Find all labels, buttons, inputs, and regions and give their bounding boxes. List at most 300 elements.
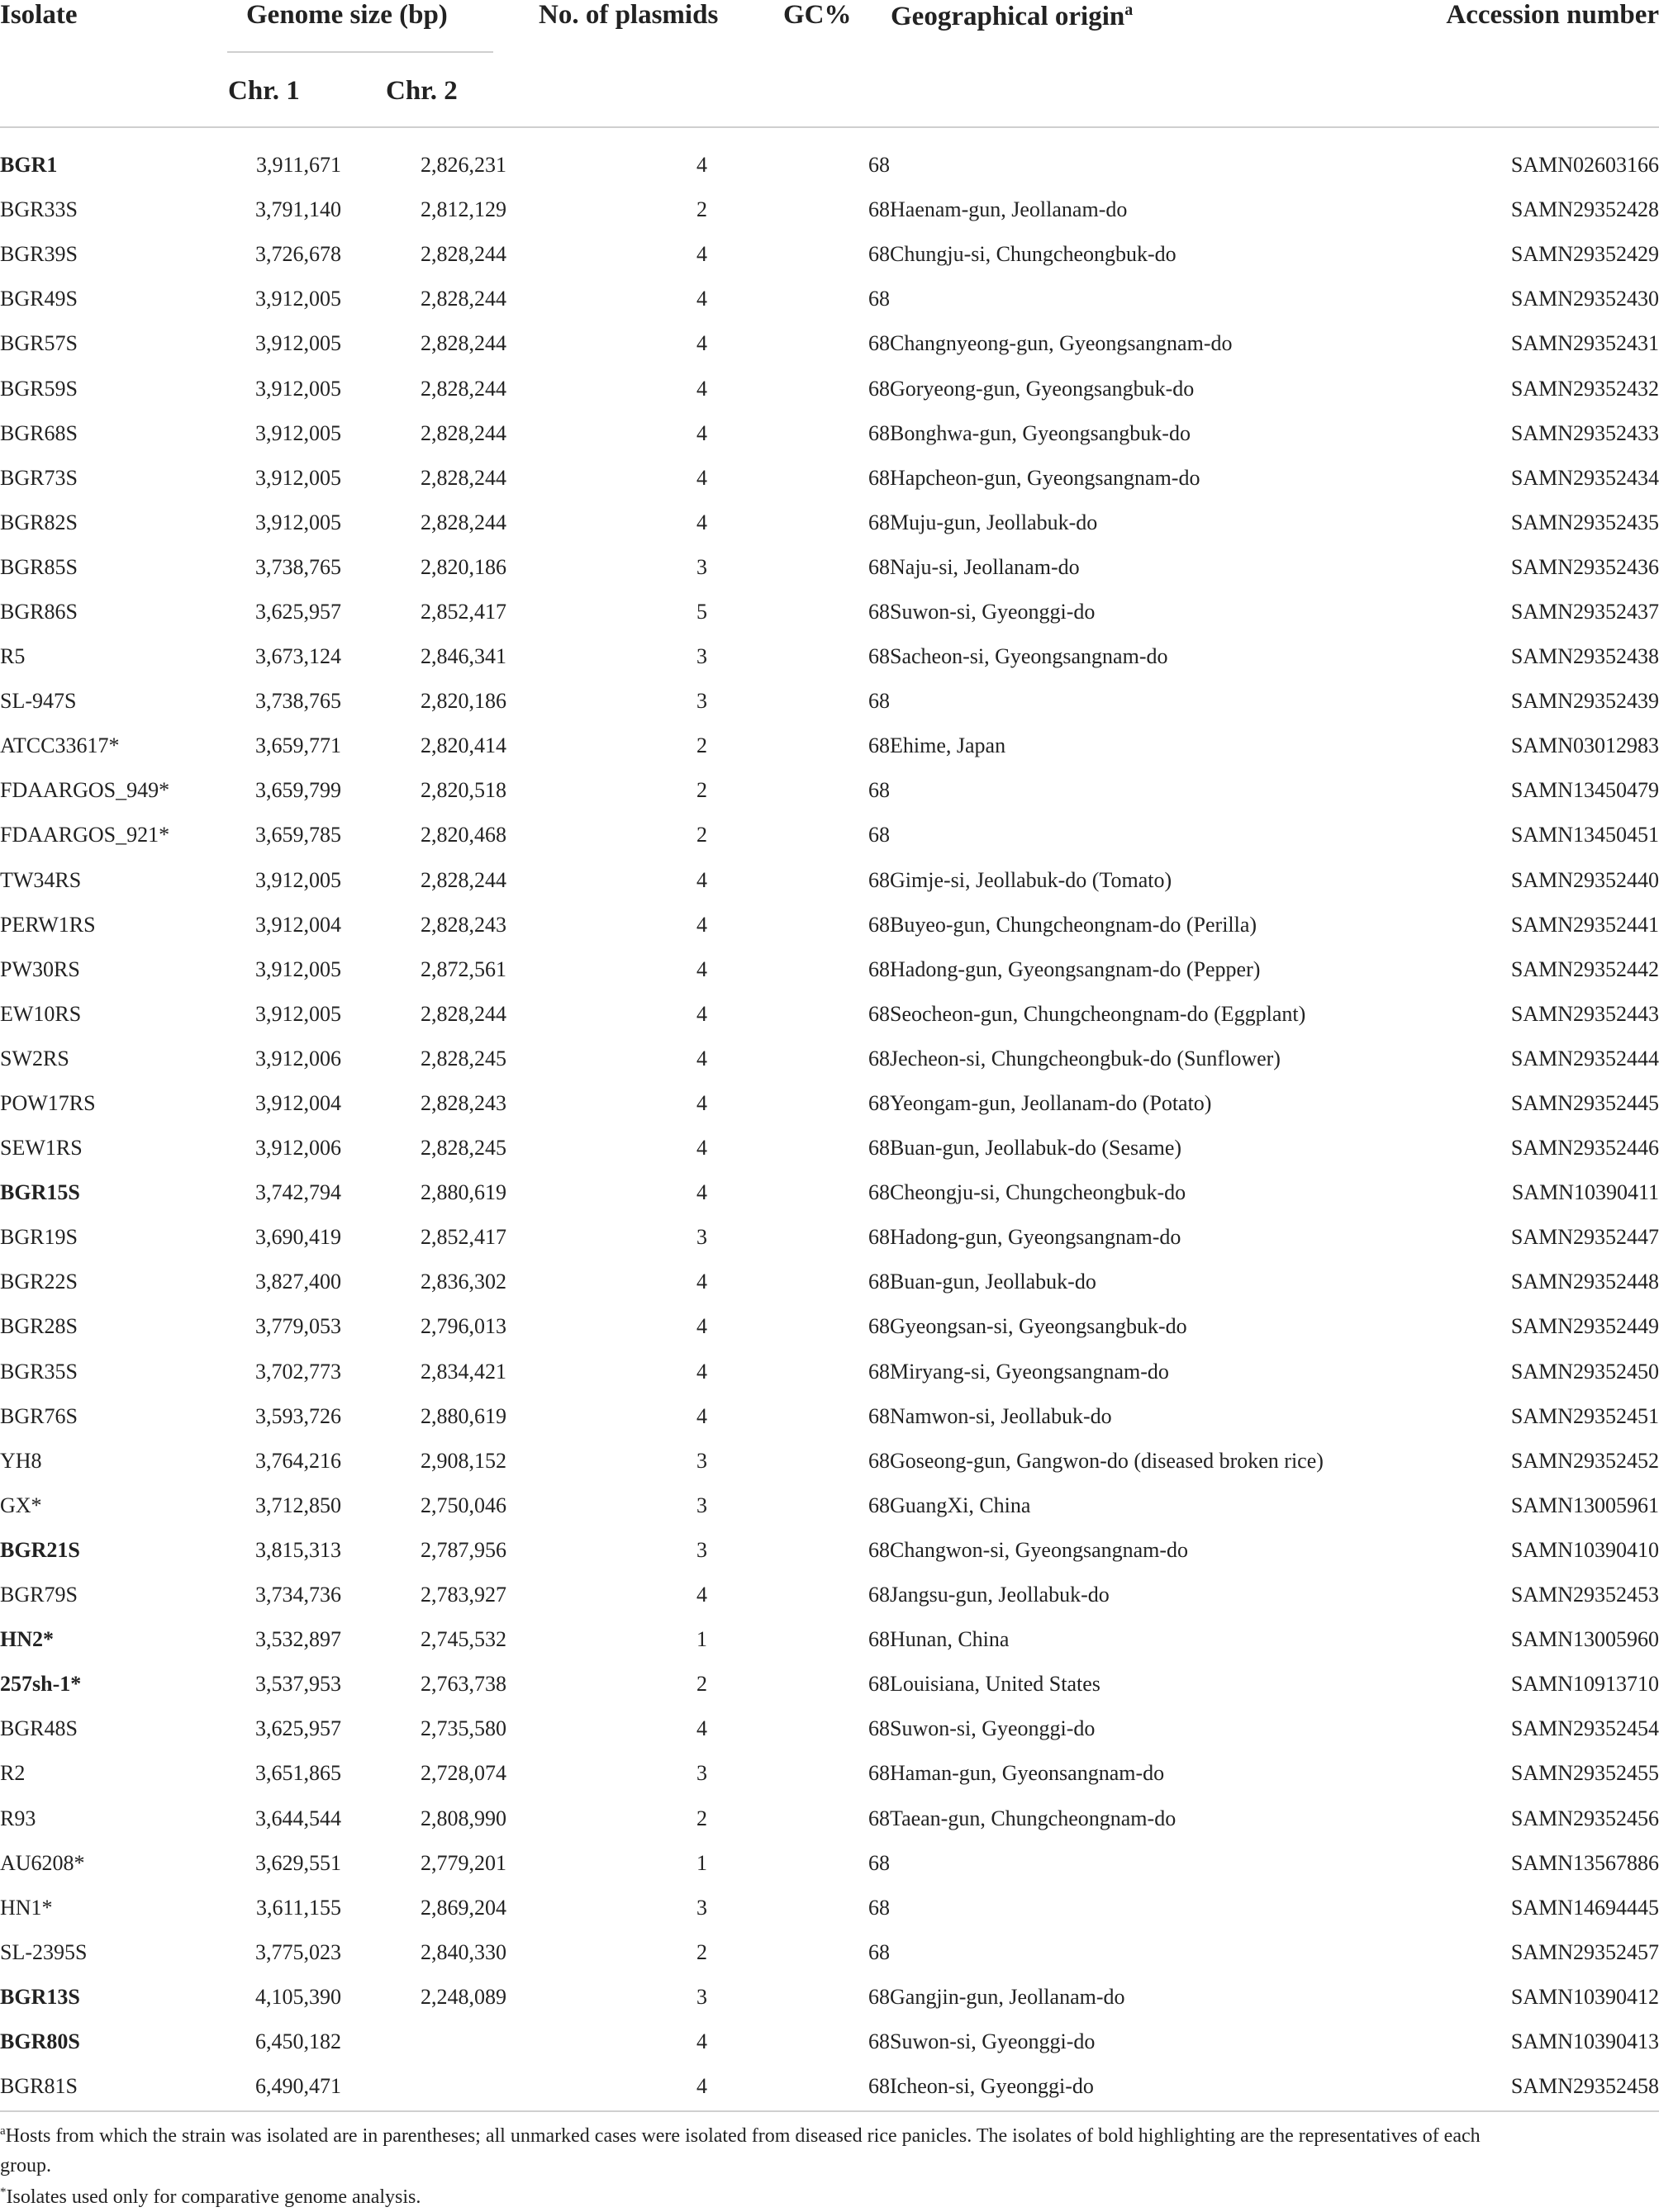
cell-origin: Goryeong-gun, Gyeongsangbuk-do — [890, 376, 1195, 401]
cell-origin: Seocheon-gun, Chungcheongnam-do (Eggplant) — [890, 1001, 1306, 1026]
cell-chr2: 2,787,956 — [421, 1537, 506, 1562]
cell-gc: 68 — [868, 1806, 890, 1830]
cell-isolate: BGR49S — [0, 287, 78, 311]
cell-plasmids: 2 — [696, 197, 707, 222]
cell-isolate: R5 — [0, 644, 26, 669]
cell-origin: Hadong-gun, Gyeongsangnam-do (Pepper) — [890, 956, 1261, 981]
cell-gc: 68 — [868, 1001, 890, 1026]
cell-chr1: 3,912,005 — [255, 376, 341, 401]
cell-gc: 68 — [868, 242, 890, 267]
cell-isolate: BGR13S — [0, 1984, 80, 2009]
cell-gc: 68 — [868, 287, 890, 311]
cell-gc: 68 — [868, 1046, 890, 1070]
table-row — [0, 1662, 1659, 1706]
cell-plasmids: 3 — [696, 1537, 707, 1562]
cell-isolate: BGR73S — [0, 465, 78, 490]
cell-plasmids: 2 — [696, 1672, 707, 1697]
table-row — [0, 992, 1659, 1037]
cell-origin: GuangXi, China — [890, 1493, 1031, 1517]
cell-isolate: TW34RS — [0, 867, 82, 892]
cell-accession: SAMN29352432 — [1510, 376, 1659, 401]
cell-gc: 68 — [868, 465, 890, 490]
cell-gc: 68 — [868, 420, 890, 445]
cell-chr2: 2,869,204 — [421, 1895, 506, 1920]
header-gc: GC% — [783, 0, 852, 30]
cell-chr1: 3,734,736 — [255, 1583, 341, 1607]
cell-plasmids: 4 — [696, 465, 707, 490]
cell-plasmids: 2 — [696, 733, 707, 758]
cell-chr1: 3,726,678 — [255, 242, 341, 267]
cell-plasmids: 4 — [696, 1583, 707, 1607]
cell-accession: SAMN29352449 — [1510, 1314, 1659, 1339]
cell-chr1: 3,537,953 — [255, 1672, 341, 1697]
table-row — [0, 1260, 1659, 1304]
cell-accession: SAMN29352434 — [1510, 465, 1659, 490]
cell-isolate: BGR19S — [0, 1225, 78, 1250]
cell-accession: SAMN29352441 — [1510, 912, 1659, 937]
cell-plasmids: 4 — [696, 331, 707, 356]
cell-origin: Ehime, Japan — [890, 733, 1006, 758]
cell-chr1: 3,912,005 — [255, 510, 341, 534]
cell-accession: SAMN29352430 — [1510, 287, 1659, 311]
cell-origin: Miryang-si, Gyeongsangnam-do — [890, 1359, 1169, 1384]
cell-accession: SAMN29352442 — [1510, 956, 1659, 981]
cell-chr2: 2,828,244 — [421, 331, 506, 356]
cell-origin: Suwon-si, Gyeonggi-do — [890, 1716, 1096, 1741]
cell-origin — [890, 768, 1449, 813]
cell-chr2 — [341, 2064, 506, 2109]
cell-chr1: 3,912,006 — [255, 1046, 341, 1070]
cell-isolate: PERW1RS — [0, 912, 96, 937]
cell-gc: 68 — [868, 1270, 890, 1294]
cell-accession: SAMN29352440 — [1510, 867, 1659, 892]
cell-plasmids: 1 — [696, 1627, 707, 1652]
table-row — [0, 679, 1659, 724]
cell-accession: SAMN29352437 — [1510, 599, 1659, 624]
cell-chr2: 2,820,518 — [421, 778, 506, 803]
cell-accession: SAMN29352436 — [1510, 554, 1659, 579]
cell-accession: SAMN29352445 — [1510, 1091, 1659, 1116]
cell-chr2: 2,872,561 — [421, 956, 506, 981]
cell-gc: 68 — [868, 2074, 890, 2099]
cell-isolate: PW30RS — [0, 956, 80, 981]
cell-plasmids: 3 — [696, 1895, 707, 1920]
table-row — [0, 1350, 1659, 1394]
cell-isolate: R2 — [0, 1761, 26, 1786]
header-chr2: Chr. 2 — [386, 76, 458, 106]
cell-gc: 68 — [868, 1716, 890, 1741]
table-row — [0, 1930, 1659, 1975]
cell-plasmids: 2 — [696, 1939, 707, 1964]
cell-isolate: BGR57S — [0, 331, 78, 356]
cell-accession: SAMN29352428 — [1510, 197, 1659, 222]
cell-origin — [890, 679, 1449, 724]
cell-chr1: 3,764,216 — [255, 1448, 341, 1473]
table-row — [0, 768, 1659, 813]
cell-isolate: BGR82S — [0, 510, 78, 534]
cell-accession: SAMN10390413 — [1510, 2029, 1659, 2053]
cell-plasmids: 3 — [696, 554, 707, 579]
cell-isolate: BGR15S — [0, 1180, 80, 1205]
table-row — [0, 947, 1659, 992]
table-row — [0, 1081, 1659, 1126]
cell-plasmids: 4 — [696, 1270, 707, 1294]
cell-origin: Namwon-si, Jeollabuk-do — [890, 1403, 1112, 1428]
cell-isolate: HN2* — [0, 1627, 54, 1652]
cell-origin: Hadong-gun, Gyeongsangnam-do — [890, 1225, 1181, 1250]
table-row — [0, 366, 1659, 411]
cell-plasmids: 4 — [696, 1001, 707, 1026]
cell-chr2: 2,763,738 — [421, 1672, 506, 1697]
cell-origin — [890, 277, 1449, 321]
cell-isolate: BGR22S — [0, 1270, 78, 1294]
cell-gc: 68 — [868, 1537, 890, 1562]
header-geo-label: Geographical origin — [891, 2, 1125, 31]
cell-gc: 68 — [868, 733, 890, 758]
table-row — [0, 724, 1659, 768]
table-row — [0, 1751, 1659, 1796]
cell-isolate: R93 — [0, 1806, 36, 1830]
cell-plasmids: 4 — [696, 2029, 707, 2053]
cell-chr2: 2,880,619 — [421, 1403, 506, 1428]
cell-plasmids: 4 — [696, 287, 707, 311]
cell-gc: 68 — [868, 644, 890, 669]
cell-accession: SAMN29352455 — [1510, 1761, 1659, 1786]
cell-chr1: 3,625,957 — [255, 599, 341, 624]
cell-chr1: 3,827,400 — [255, 1270, 341, 1294]
cell-chr1: 3,912,005 — [255, 867, 341, 892]
header-isolate: Isolate — [0, 0, 78, 30]
cell-accession: SAMN29352443 — [1510, 1001, 1659, 1026]
cell-isolate: BGR85S — [0, 554, 78, 579]
cell-gc: 68 — [868, 2029, 890, 2053]
cell-plasmids: 4 — [696, 1716, 707, 1741]
cell-chr2: 2,745,532 — [421, 1627, 506, 1652]
table-row — [0, 277, 1659, 321]
cell-isolate: BGR21S — [0, 1537, 80, 1562]
cell-chr1: 3,779,053 — [255, 1314, 341, 1339]
table-bottom-rule — [0, 2110, 1659, 2112]
cell-accession: SAMN02603166 — [1510, 153, 1659, 178]
table-row — [0, 1841, 1659, 1886]
footnote-a-text-line1: Hosts from which the strain was isolated are in parentheses; all unmarked cases were isolated from diseased rice panicles. The isolates of bold highlighting are the representatives of each — [5, 2125, 1481, 2147]
cell-origin: Changwon-si, Gyeongsangnam-do — [890, 1537, 1189, 1562]
cell-accession: SAMN29352429 — [1510, 242, 1659, 267]
table-row — [0, 1528, 1659, 1573]
table-row — [0, 1706, 1659, 1751]
cell-gc: 68 — [868, 1136, 890, 1161]
cell-accession: SAMN29352439 — [1510, 689, 1659, 714]
cell-chr1: 3,738,765 — [255, 554, 341, 579]
cell-chr2: 2,834,421 — [421, 1359, 506, 1384]
table-row — [0, 590, 1659, 634]
cell-isolate: BGR80S — [0, 2029, 80, 2053]
cell-chr2: 2,852,417 — [421, 599, 506, 624]
cell-chr1: 3,625,957 — [255, 1716, 341, 1741]
cell-plasmids: 4 — [696, 510, 707, 534]
cell-isolate: FDAARGOS_921* — [0, 823, 170, 847]
cell-accession: SAMN13450451 — [1510, 823, 1659, 847]
cell-plasmids: 4 — [696, 420, 707, 445]
cell-plasmids: 4 — [696, 153, 707, 178]
cell-plasmids: 4 — [696, 1091, 707, 1116]
cell-plasmids: 4 — [696, 867, 707, 892]
table-row — [0, 1439, 1659, 1483]
cell-chr2: 2,908,152 — [421, 1448, 506, 1473]
cell-gc: 68 — [868, 554, 890, 579]
footnote-a-text-line2: group. — [0, 2155, 51, 2176]
cell-gc: 68 — [868, 956, 890, 981]
cell-chr1: 3,593,726 — [255, 1403, 341, 1428]
cell-accession: SAMN29352452 — [1510, 1448, 1659, 1473]
cell-gc: 68 — [868, 1225, 890, 1250]
cell-accession: SAMN29352456 — [1510, 1806, 1659, 1830]
table-row — [0, 1483, 1659, 1528]
cell-plasmids: 4 — [696, 956, 707, 981]
cell-origin: Muju-gun, Jeollabuk-do — [890, 510, 1098, 534]
cell-gc: 68 — [868, 912, 890, 937]
table-row — [0, 187, 1659, 232]
cell-gc: 68 — [868, 1895, 890, 1920]
cell-accession: SAMN29352451 — [1510, 1403, 1659, 1428]
cell-accession: SAMN29352450 — [1510, 1359, 1659, 1384]
cell-origin: Jangsu-gun, Jeollabuk-do — [890, 1583, 1110, 1607]
cell-chr2: 2,828,244 — [421, 465, 506, 490]
cell-chr1: 6,450,182 — [255, 2029, 341, 2053]
table-row — [0, 1796, 1659, 1840]
cell-origin: Hunan, China — [890, 1627, 1010, 1652]
cell-accession: SAMN29352438 — [1510, 644, 1659, 669]
cell-chr1: 3,611,155 — [255, 1895, 341, 1920]
cell-origin — [890, 813, 1449, 857]
cell-gc: 68 — [868, 197, 890, 222]
header-plasmids: No. of plasmids — [539, 0, 719, 30]
cell-chr1: 3,659,799 — [255, 778, 341, 803]
table-row — [0, 813, 1659, 857]
cell-accession: SAMN10913710 — [1510, 1672, 1659, 1697]
cell-chr2: 2,828,244 — [421, 867, 506, 892]
cell-chr1: 3,532,897 — [255, 1627, 341, 1652]
cell-gc: 68 — [868, 331, 890, 356]
table-row — [0, 545, 1659, 590]
header-geographical-origin — [891, 2, 1133, 31]
cell-plasmids: 4 — [696, 912, 707, 937]
cell-origin: Buyeo-gun, Chungcheongnam-do (Perilla) — [890, 912, 1257, 937]
cell-chr2: 2,828,244 — [421, 242, 506, 267]
cell-isolate: BGR33S — [0, 197, 78, 222]
cell-isolate: POW17RS — [0, 1091, 96, 1116]
cell-chr1: 3,644,544 — [255, 1806, 341, 1830]
cell-isolate: 257sh-1* — [0, 1672, 82, 1697]
cell-chr1: 3,912,004 — [255, 912, 341, 937]
cell-isolate: BGR1 — [0, 153, 58, 178]
cell-origin — [890, 143, 1449, 187]
cell-accession: SAMN10390412 — [1510, 1984, 1659, 2009]
cell-isolate: BGR48S — [0, 1716, 78, 1741]
table-row — [0, 411, 1659, 456]
cell-chr2: 2,820,186 — [421, 554, 506, 579]
cell-plasmids: 3 — [696, 1493, 707, 1517]
header-bottom-rule — [0, 126, 1659, 128]
cell-origin: Suwon-si, Gyeonggi-do — [890, 2029, 1096, 2053]
cell-plasmids: 3 — [696, 1448, 707, 1473]
cell-isolate: GX* — [0, 1493, 42, 1517]
cell-chr1: 3,912,004 — [255, 1091, 341, 1116]
table-row — [0, 1394, 1659, 1439]
cell-plasmids: 4 — [696, 1359, 707, 1384]
footnote-a — [0, 2116, 1659, 2181]
cell-chr1: 3,629,551 — [255, 1850, 341, 1875]
cell-gc: 68 — [868, 1091, 890, 1116]
cell-origin: Cheongju-si, Chungcheongbuk-do — [890, 1180, 1186, 1205]
cell-origin: Bonghwa-gun, Gyeongsangbuk-do — [890, 420, 1191, 445]
cell-gc: 68 — [868, 778, 890, 803]
cell-accession: SAMN29352453 — [1510, 1583, 1659, 1607]
cell-isolate: SL-947S — [0, 689, 77, 714]
cell-gc: 68 — [868, 1359, 890, 1384]
cell-plasmids: 4 — [696, 1314, 707, 1339]
cell-chr2: 2,828,244 — [421, 1001, 506, 1026]
cell-gc: 68 — [868, 1761, 890, 1786]
cell-accession: SAMN29352431 — [1510, 331, 1659, 356]
cell-isolate: BGR86S — [0, 599, 78, 624]
table-row — [0, 456, 1659, 501]
cell-origin — [890, 1886, 1449, 1930]
cell-plasmids: 4 — [696, 376, 707, 401]
table-row — [0, 232, 1659, 277]
cell-chr1: 3,911,671 — [255, 153, 341, 178]
table-row — [0, 1215, 1659, 1260]
cell-gc: 68 — [868, 867, 890, 892]
cell-plasmids: 2 — [696, 778, 707, 803]
cell-gc: 68 — [868, 376, 890, 401]
cell-isolate: BGR76S — [0, 1403, 78, 1428]
cell-chr2: 2,828,244 — [421, 510, 506, 534]
cell-origin: Buan-gun, Jeollabuk-do — [890, 1270, 1096, 1294]
cell-chr2: 2,828,243 — [421, 912, 506, 937]
cell-accession: SAMN10390410 — [1510, 1537, 1659, 1562]
cell-gc: 68 — [868, 510, 890, 534]
cell-chr2: 2,796,013 — [421, 1314, 506, 1339]
cell-accession: SAMN29352444 — [1510, 1046, 1659, 1070]
cell-chr1: 3,659,771 — [255, 733, 341, 758]
cell-accession: SAMN13450479 — [1510, 778, 1659, 803]
cell-isolate: HN1* — [0, 1895, 53, 1920]
cell-isolate: BGR68S — [0, 420, 78, 445]
cell-chr2: 2,779,201 — [421, 1850, 506, 1875]
cell-accession: SAMN03012983 — [1510, 733, 1659, 758]
cell-chr2: 2,808,990 — [421, 1806, 506, 1830]
cell-plasmids: 5 — [696, 599, 707, 624]
cell-isolate: BGR39S — [0, 242, 78, 267]
cell-plasmids: 4 — [696, 242, 707, 267]
footnote-a-marker: a — [0, 2124, 6, 2138]
cell-plasmids: 3 — [696, 1225, 707, 1250]
cell-chr2: 2,248,089 — [421, 1984, 506, 2009]
cell-origin: Chungju-si, Chungcheongbuk-do — [890, 242, 1177, 267]
cell-chr1: 3,912,005 — [255, 1001, 341, 1026]
cell-chr1: 3,659,785 — [255, 823, 341, 847]
cell-chr2: 2,828,245 — [421, 1136, 506, 1161]
cell-accession: SAMN13005961 — [1510, 1493, 1659, 1517]
cell-origin: Hapcheon-gun, Gyeongsangnam-do — [890, 465, 1200, 490]
cell-plasmids: 1 — [696, 1850, 707, 1875]
cell-gc: 68 — [868, 1448, 890, 1473]
cell-chr2: 2,820,186 — [421, 689, 506, 714]
cell-accession: SAMN29352446 — [1510, 1136, 1659, 1161]
table-row — [0, 1886, 1659, 1930]
cell-isolate: BGR59S — [0, 376, 78, 401]
cell-chr2: 2,880,619 — [421, 1180, 506, 1205]
footnote-star-text: Isolates used only for comparative genome analysis. — [6, 2186, 421, 2208]
cell-chr2: 2,812,129 — [421, 197, 506, 222]
table-row — [0, 501, 1659, 545]
cell-accession: SAMN13567886 — [1510, 1850, 1659, 1875]
table-row — [0, 1037, 1659, 1081]
cell-plasmids: 3 — [696, 644, 707, 669]
cell-origin: Yeongam-gun, Jeollanam-do (Potato) — [890, 1091, 1212, 1116]
cell-origin: Buan-gun, Jeollabuk-do (Sesame) — [890, 1136, 1182, 1161]
cell-chr1: 3,690,419 — [255, 1225, 341, 1250]
cell-accession: SAMN29352457 — [1510, 1939, 1659, 1964]
cell-isolate: BGR79S — [0, 1583, 78, 1607]
cell-gc: 68 — [868, 689, 890, 714]
cell-accession: SAMN29352433 — [1510, 420, 1659, 445]
cell-plasmids: 3 — [696, 1761, 707, 1786]
cell-origin: Jecheon-si, Chungcheongbuk-do (Sunflower) — [890, 1046, 1281, 1070]
cell-chr1: 4,105,390 — [255, 1984, 341, 2009]
cell-gc: 68 — [868, 1627, 890, 1652]
cell-isolate: SW2RS — [0, 1046, 69, 1070]
cell-plasmids: 4 — [696, 2074, 707, 2099]
cell-chr2: 2,820,414 — [421, 733, 506, 758]
cell-gc: 68 — [868, 1672, 890, 1697]
cell-origin: Gimje-si, Jeollabuk-do (Tomato) — [890, 867, 1172, 892]
cell-origin: Taean-gun, Chungcheongnam-do — [890, 1806, 1177, 1830]
cell-isolate: BGR81S — [0, 2074, 78, 2099]
cell-chr2: 2,846,341 — [421, 644, 506, 669]
cell-isolate: AU6208* — [0, 1850, 85, 1875]
cell-isolate: BGR28S — [0, 1314, 78, 1339]
cell-isolate: FDAARGOS_949* — [0, 778, 170, 803]
table-row — [0, 1170, 1659, 1215]
cell-chr1: 3,912,005 — [255, 331, 341, 356]
cell-gc: 68 — [868, 1850, 890, 1875]
cell-origin: Icheon-si, Gyeonggi-do — [890, 2074, 1094, 2099]
cell-accession: SAMN10390411 — [1511, 1180, 1659, 1205]
cell-origin: Goseong-gun, Gangwon-do (diseased broken rice) — [890, 1448, 1324, 1473]
cell-chr1: 3,651,865 — [255, 1761, 341, 1786]
cell-chr2 — [341, 2020, 506, 2064]
footnote-star — [0, 2177, 1659, 2212]
table-row — [0, 1304, 1659, 1349]
cell-gc: 68 — [868, 1984, 890, 2009]
cell-chr2: 2,852,417 — [421, 1225, 506, 1250]
cell-gc: 68 — [868, 1493, 890, 1517]
cell-chr1: 3,912,005 — [255, 420, 341, 445]
header-chr1: Chr. 1 — [228, 76, 300, 106]
cell-plasmids: 2 — [696, 823, 707, 847]
cell-plasmids: 3 — [696, 689, 707, 714]
cell-plasmids: 2 — [696, 1806, 707, 1830]
cell-gc: 68 — [868, 823, 890, 847]
cell-plasmids: 4 — [696, 1136, 707, 1161]
cell-gc: 68 — [868, 1939, 890, 1964]
cell-origin: Gangjin-gun, Jeollanam-do — [890, 1984, 1125, 2009]
cell-chr1: 3,775,023 — [255, 1939, 341, 1964]
header-accession: Accession number — [1446, 0, 1659, 30]
cell-gc: 68 — [868, 1403, 890, 1428]
